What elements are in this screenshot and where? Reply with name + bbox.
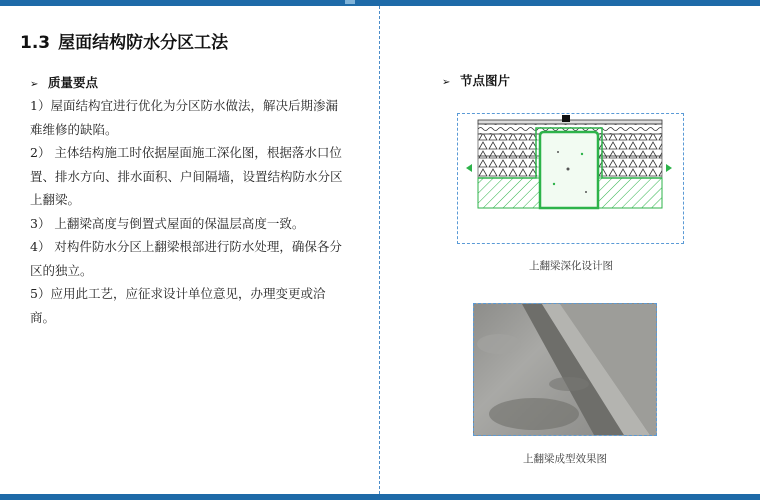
section-title-text: 屋面结构防水分区工法 (58, 33, 229, 53)
quality-point-3: 3） 上翻梁高度与倒置式屋面的保温层高度一致。 (30, 215, 305, 231)
arrow-bullet-icon: ➢ (30, 79, 39, 90)
upturned-beam-detail-drawing (457, 113, 684, 244)
quality-point-1: 1）屋面结构宜进行优化为分区防水做法，解决后期渗漏难维修的缺陷。 (30, 98, 338, 137)
node-images-label: 节点图片 (460, 73, 511, 88)
detail-drawing-caption: 上翻梁深化设计图 (529, 260, 613, 272)
section-title (20, 28, 228, 53)
left-arrow-marker (466, 164, 472, 172)
joint-marker (562, 115, 570, 122)
arrow-bullet-icon: ➢ (442, 77, 451, 88)
top-accent-tab (345, 0, 355, 4)
top-accent-bar (0, 0, 760, 6)
quality-points-label: 质量要点 (48, 75, 99, 90)
photo-caption: 上翻梁成型效果图 (523, 453, 607, 465)
right-arrow-marker (666, 164, 672, 172)
node-images-heading (442, 71, 510, 89)
bottom-accent-bar (0, 494, 760, 500)
quality-point-4: 4） 对构件防水分区上翻梁根部进行防水处理，确保各分区的独立。 (30, 239, 342, 278)
upturned-beam-photo (473, 303, 657, 436)
quality-points-body (30, 94, 348, 329)
quality-point-2: 2） 主体结构施工时依据屋面施工深化图，根据落水口位置、排水方向、排水面积、户间隔墙，设置结构防水分区上翻梁。 (30, 145, 343, 207)
section-number: 1.3 (20, 33, 51, 53)
quality-point-5: 5）应用此工艺，应征求设计单位意见，办理变更或洽商。 (30, 286, 326, 325)
column-divider (379, 6, 380, 494)
quality-points-heading (30, 73, 98, 91)
detail-drawing-svg (458, 114, 683, 243)
photo-svg (474, 304, 656, 435)
